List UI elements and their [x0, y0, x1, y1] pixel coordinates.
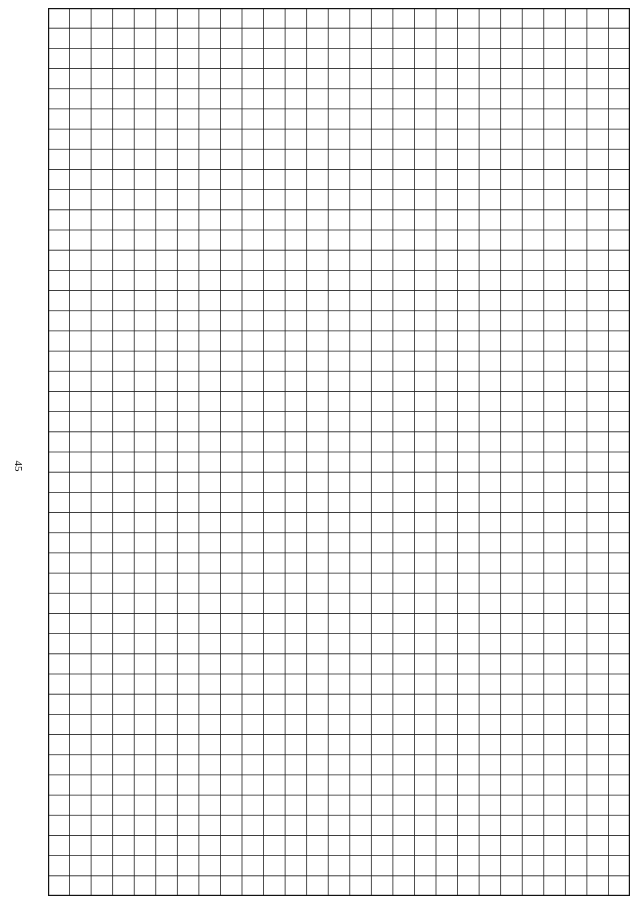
- data-table: [48, 8, 630, 896]
- table-grid: [48, 8, 630, 896]
- page-number: 45: [12, 460, 24, 472]
